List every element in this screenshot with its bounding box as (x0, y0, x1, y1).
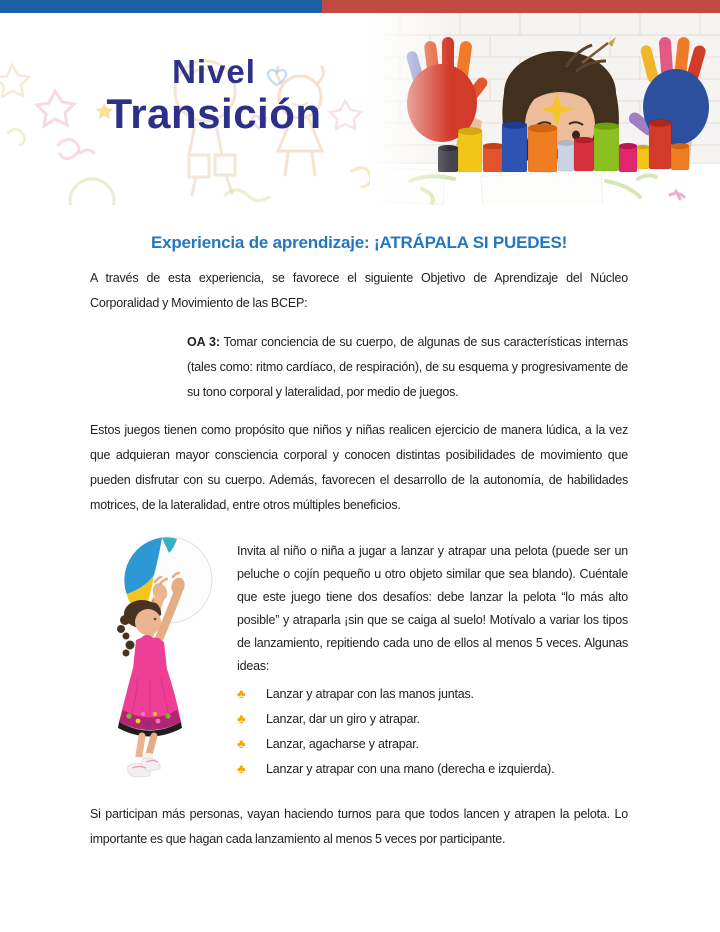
logo-line2: Transición (106, 90, 322, 137)
page-title: Experiencia de aprendizaje: ¡ATRÁPALA SI PUEDES! (150, 233, 568, 252)
logo-line1: Nivel (172, 53, 256, 90)
list-item (237, 711, 628, 727)
activity-text-column (237, 528, 628, 786)
girl-beachball-illustration (98, 528, 230, 778)
ideas-list (237, 686, 628, 777)
oa-text: Tomar conciencia de su cuerpo, de algunas de sus características internas (tales como: ritmo cardíaco, de respiración), de su esquema y progresivamente de su tono corporal y lateralidad, por medio de juegos. (187, 335, 628, 399)
idea-text: Lanzar y atrapar con una mano (derecha e izquierda). (266, 762, 555, 776)
top-bar-red-segment (322, 0, 720, 13)
list-item (237, 686, 628, 702)
purpose-paragraph: Estos juegos tienen como propósito que niños y niñas realicen ejercicio de manera lúdica, a la vez que adquieran mayor consciencia corporal y conocen distintas posibilidades de movimiento que pueden disfrutar con su cuerpo. Además, favorecen el desarrollo de la autonomía, de habilidades motrices, de la lateralidad, entre otros múltiples beneficios. (90, 423, 628, 512)
program-logo (40, 55, 388, 135)
top-accent-bar (0, 0, 720, 13)
children-painting-photo (370, 13, 720, 205)
idea-text: Lanzar, agacharse y atrapar. (266, 737, 419, 751)
club-bullet-icon: ♣ (237, 761, 246, 776)
club-bullet-icon: ♣ (237, 686, 246, 701)
activity-section (90, 528, 628, 786)
club-bullet-icon: ♣ (237, 711, 246, 726)
idea-text: Lanzar y atrapar con las manos juntas. (266, 687, 474, 701)
document-body (0, 233, 720, 852)
oa-paragraph (187, 330, 628, 405)
girl-figure (117, 573, 186, 777)
header-banner (0, 13, 720, 205)
club-bullet-icon: ♣ (237, 736, 246, 751)
top-bar-blue-segment (0, 0, 322, 13)
activity-paragraph: Invita al niño o niña a jugar a lanzar y atrapar una pelota (puede ser un peluche o cojín pequeño u otro objeto similar que sea blando). Cuéntale que este juego tiene dos desafíos: debe lanzar la pelota “lo más alto posible” y atraparla ¡sin que se caiga al suelo! Motívalo a variar los tipos de lanzamiento, repitiendo cada uno de ellos al menos 5 veces. Algunas ideas: (237, 544, 628, 673)
list-item (237, 736, 628, 752)
idea-text: Lanzar, dar un giro y atrapar. (266, 712, 420, 726)
list-item (237, 761, 628, 777)
closing-paragraph: Si participan más personas, vayan haciendo turnos para que todos lancen y atrapen la pelota. Lo importante es que hagan cada lanzamiento al menos 5 veces por participante. (90, 807, 628, 846)
intro-paragraph: A través de esta experiencia, se favorece el siguiente Objetivo de Aprendizaje del Núcleo Corporalidad y Movimiento de las BCEP: (90, 271, 628, 310)
oa-label: OA 3: (187, 335, 220, 349)
